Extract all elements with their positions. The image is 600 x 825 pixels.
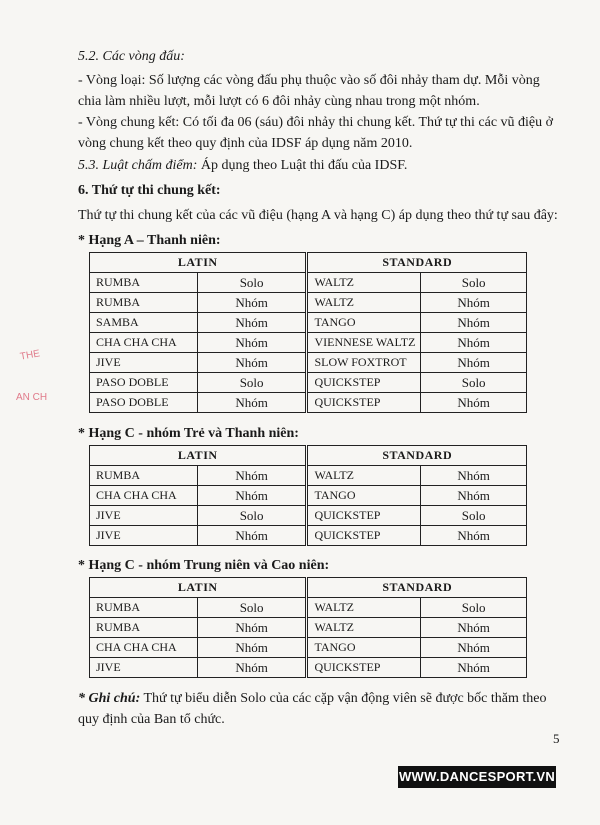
standard-mode: Nhóm [421, 293, 527, 313]
table-row [90, 313, 527, 333]
section-5-2-line1: - Vòng loại: Số lượng các vòng đấu phụ thuộc vào số đôi nhảy tham dự. Mỗi vòng chia làm nhiều lượt, mỗi lượt có 6 đôi nhảy cùng nhau trong một nhóm. [78, 73, 540, 109]
standard-dance: TANGO [307, 313, 421, 333]
latin-header: LATIN [90, 578, 307, 598]
latin-dance: CHA CHA CHA [90, 486, 198, 506]
latin-mode: Nhóm [197, 293, 307, 313]
standard-mode: Nhóm [421, 313, 527, 333]
standard-dance: SLOW FOXTROT [307, 353, 421, 373]
latin-dance: PASO DOBLE [90, 373, 198, 393]
group-c-senior-title: * Hạng C - nhóm Trung niên và Cao niên: [78, 558, 330, 573]
latin-mode: Solo [197, 506, 307, 526]
standard-dance: TANGO [307, 638, 421, 658]
latin-dance: CHA CHA CHA [90, 333, 198, 353]
standard-dance: QUICKSTEP [307, 393, 421, 413]
table-row [90, 353, 527, 373]
latin-mode: Nhóm [197, 313, 307, 333]
latin-mode: Nhóm [197, 526, 307, 546]
note-label: * Ghi chú: [78, 691, 141, 706]
section-6-heading: 6. Thứ tự thi chung kết: [78, 183, 221, 198]
standard-header: STANDARD [307, 578, 527, 598]
table-row [90, 526, 527, 546]
standard-mode: Nhóm [421, 393, 527, 413]
watermark-logo: WWW.DANCESPORT.VN [398, 766, 556, 788]
standard-mode: Nhóm [421, 658, 527, 678]
latin-dance: RUMBA [90, 618, 198, 638]
standard-dance: WALTZ [307, 273, 421, 293]
latin-mode: Nhóm [197, 618, 307, 638]
standard-header: STANDARD [307, 446, 527, 466]
section-5-2-heading: 5.2. Các vòng đấu: [78, 49, 185, 64]
latin-dance: RUMBA [90, 273, 198, 293]
latin-mode: Nhóm [197, 638, 307, 658]
group-c-youth-title: * Hạng C - nhóm Trẻ và Thanh niên: [78, 426, 299, 441]
standard-mode: Solo [421, 598, 527, 618]
table-row [90, 486, 527, 506]
standard-mode: Nhóm [421, 333, 527, 353]
latin-mode: Nhóm [197, 333, 307, 353]
page-number: 5 [553, 731, 560, 746]
latin-dance: RUMBA [90, 293, 198, 313]
latin-dance: JIVE [90, 658, 198, 678]
group-a-table [89, 252, 527, 413]
latin-mode: Nhóm [197, 466, 307, 486]
group-c-senior-table [89, 577, 527, 678]
table-row [90, 658, 527, 678]
section-6-intro: Thứ tự thi chung kết của các vũ điệu (hạng A và hạng C) áp dụng theo thứ tự sau đây: [78, 208, 558, 223]
latin-dance: RUMBA [90, 466, 198, 486]
table-row [90, 293, 527, 313]
group-a-title: * Hạng A – Thanh niên: [78, 233, 221, 248]
standard-mode: Solo [421, 373, 527, 393]
section-5-3-text: Áp dụng theo Luật thi đấu của IDSF. [197, 158, 408, 173]
standard-dance: QUICKSTEP [307, 506, 421, 526]
latin-dance: JIVE [90, 353, 198, 373]
standard-header: STANDARD [307, 253, 527, 273]
latin-mode: Nhóm [197, 658, 307, 678]
section-5-3 [78, 155, 566, 176]
standard-dance: WALTZ [307, 598, 421, 618]
latin-mode: Nhóm [197, 393, 307, 413]
latin-mode: Solo [197, 373, 307, 393]
standard-dance: VIENNESE WALTZ [307, 333, 421, 353]
standard-mode: Nhóm [421, 486, 527, 506]
standard-mode: Nhóm [421, 526, 527, 546]
table-row [90, 393, 527, 413]
standard-mode: Nhóm [421, 638, 527, 658]
table-row [90, 598, 527, 618]
latin-dance: CHA CHA CHA [90, 638, 198, 658]
standard-dance: WALTZ [307, 618, 421, 638]
stamp-fragment-2: AN CH [16, 392, 48, 403]
standard-dance: QUICKSTEP [307, 658, 421, 678]
section-5-3-label: 5.3. Luật chấm điểm: [78, 158, 198, 173]
standard-mode: Nhóm [421, 353, 527, 373]
standard-dance: QUICKSTEP [307, 526, 421, 546]
latin-dance: RUMBA [90, 598, 198, 618]
table-row [90, 618, 527, 638]
latin-mode: Nhóm [197, 353, 307, 373]
latin-mode: Solo [197, 273, 307, 293]
standard-dance: TANGO [307, 486, 421, 506]
table-row [90, 506, 527, 526]
latin-dance: JIVE [90, 506, 198, 526]
latin-header: LATIN [90, 446, 307, 466]
standard-mode: Nhóm [421, 618, 527, 638]
standard-mode: Nhóm [421, 466, 527, 486]
standard-mode: Solo [421, 273, 527, 293]
stamp-fragment-1: THE [19, 348, 41, 363]
section-5-2-line2: - Vòng chung kết: Có tối đa 06 (sáu) đôi nhảy thi chung kết. Thứ tự thi các vũ điệu ở vòng chung kết theo quy định của IDSF áp dụng năm 2010. [78, 115, 554, 151]
table-row [90, 466, 527, 486]
table-row [90, 333, 527, 353]
group-c-youth-table [89, 445, 527, 546]
latin-dance: SAMBA [90, 313, 198, 333]
standard-mode: Solo [421, 506, 527, 526]
latin-dance: PASO DOBLE [90, 393, 198, 413]
latin-dance: JIVE [90, 526, 198, 546]
standard-dance: QUICKSTEP [307, 373, 421, 393]
latin-header: LATIN [90, 253, 307, 273]
table-row [90, 273, 527, 293]
standard-dance: WALTZ [307, 466, 421, 486]
note-text: Thứ tự biểu diễn Solo của các cặp vận động viên sẽ được bốc thăm theo quy định của Ban tổ chức. [78, 691, 547, 727]
note [78, 688, 566, 730]
table-row [90, 373, 527, 393]
standard-dance: WALTZ [307, 293, 421, 313]
table-row [90, 638, 527, 658]
latin-mode: Solo [197, 598, 307, 618]
latin-mode: Nhóm [197, 486, 307, 506]
